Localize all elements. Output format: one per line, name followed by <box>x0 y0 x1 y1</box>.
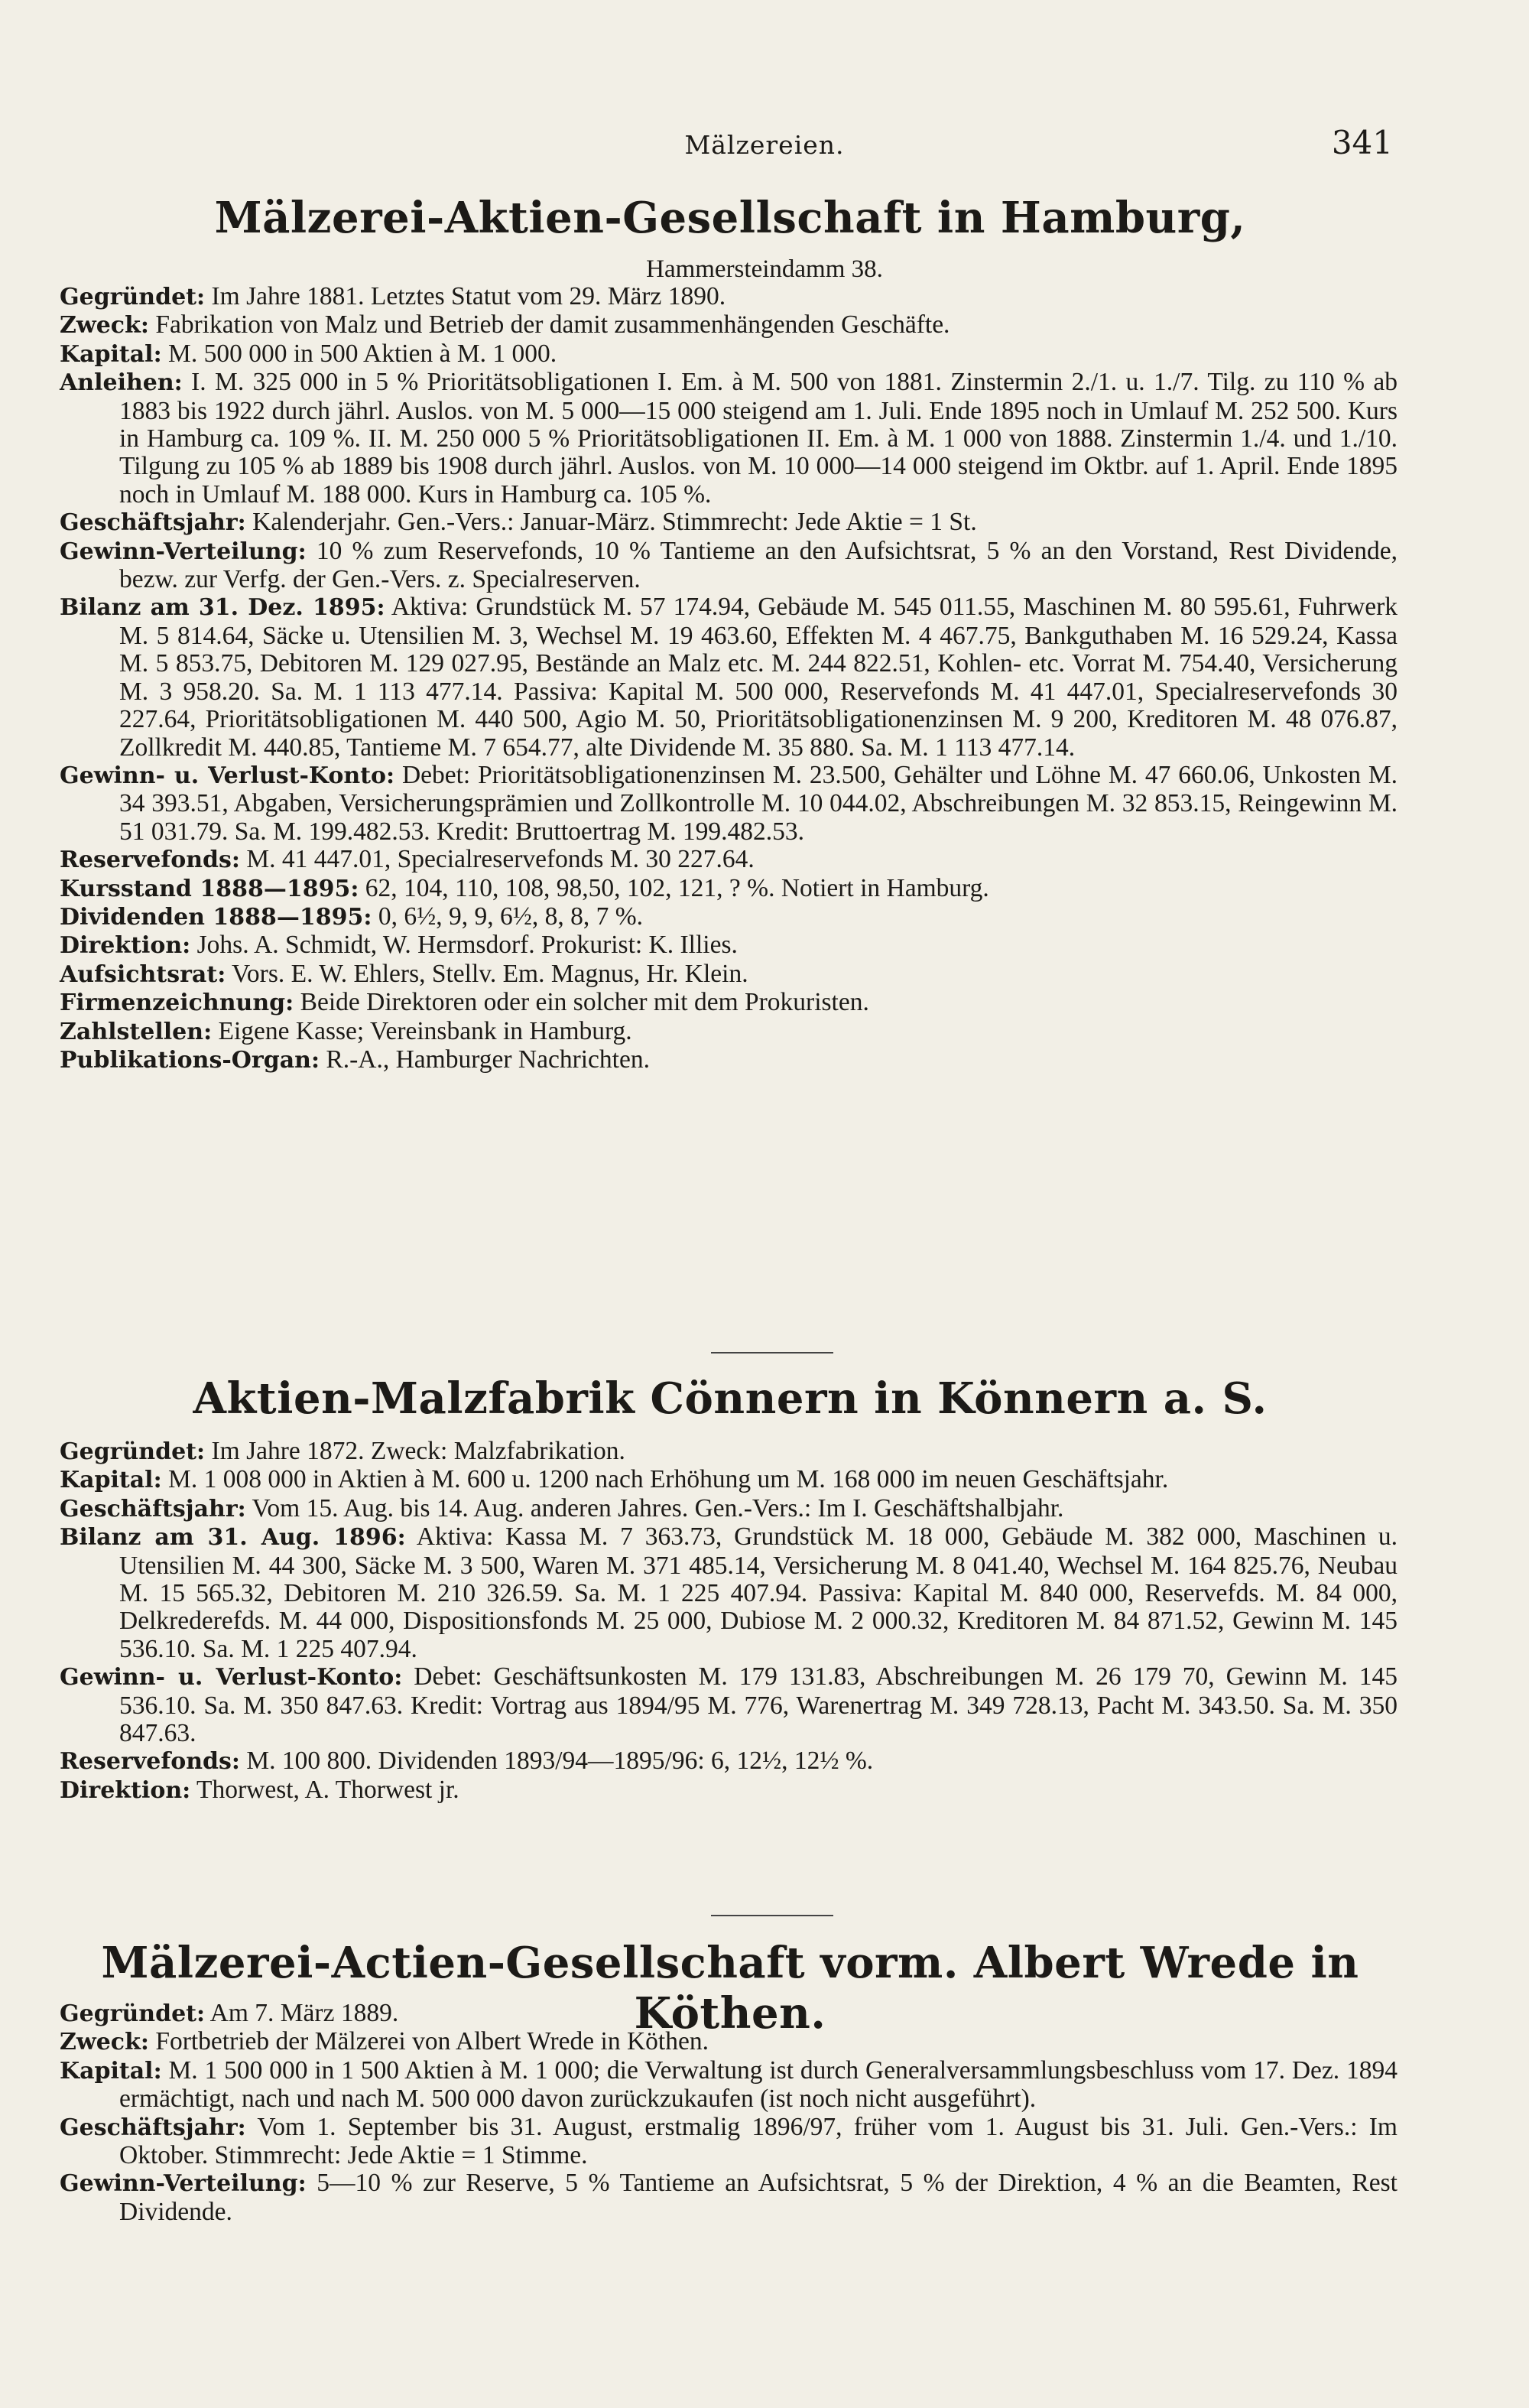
entry-label: Zahlstellen: <box>60 1018 213 1045</box>
entry-text: Debet: Geschäftsunkosten M. 179 131.83, Abschreibungen M. 26 179 70, Gewinn M. 145 536.10. Sa. M. 350 847.63. Kredit: Vortrag aus 1894/95 M. 776, Warenertrag M. 349 728.13, Pacht M. 343.50. Sa. M. 350 847.63. <box>119 1662 1398 1748</box>
entry-text: I. M. 325 000 in 5 % Prioritätsobligationen I. Em. à M. 500 von 1881. Zinstermin 2./1. u. 1./7. Tilg. zu 110 % ab 1883 bis 1922 durch jährl. Auslos. von M. 5 000—15 000 steigend am 1. Juli. Ende 1895 noch in Umlauf M. 252 500. Kurs in Hamburg ca. 109 %. II. M. 250 000 5 % Prioritätsobligationen II. Em. à M. 1 000 von 1888. Zinstermin 1./4. und 1./10. Tilgung zu 105 % ab 1889 bis 1908 durch jährl. Auslos. von M. 10 000—14 000 steigend im Oktbr. auf 1. April. Ende 1895 noch in Umlauf M. 188 000. Kurs in Hamburg ca. 105 %. <box>119 368 1398 509</box>
entry-label: Gegründet: <box>60 284 206 310</box>
entry <box>60 960 1398 989</box>
article-1-title: Mälzerei-Aktien-Gesellschaft in Hamburg, <box>214 193 1246 243</box>
entry-label: Gewinn-Verteilung: <box>60 2170 307 2198</box>
entry-text: Aktiva: Grundstück M. 57 174.94, Gebäude M. 545 011.55, Maschinen M. 80 595.61, Fuhrwerk M. 5 814.64, Säcke u. Utensilien M. 3, Wechsel M. 19 463.60, Effekten M. 4 467.75, Bankguthaben M. 16 529.24, Kassa M. 5 853.75, Debitoren M. 129 027.95, Bestände an Malz etc. M. 244 822.51, Kohlen- etc. Vorrat M. 754.40, Versicherung M. 3 958.20. Sa. M. 1 113 477.14. Passiva: Kapital M. 500 000, Reservefonds M. 41 447.01, Specialreservefonds 30 227.64, Prioritätsobligationen M. 440 500, Agio M. 50, Prioritätsobligationenzinsen M. 9 200, Kreditoren M. 48 076.87, Zollkredit M. 440.85, Tantieme M. 7 654.77, alte Dividende M. 35 880. Sa. M. 1 113 477.14. <box>119 593 1398 762</box>
article-3-title: Mälzerei-Actien-Gesellschaft vorm. Albert Wrede in Köthen. <box>101 1938 1359 2039</box>
entry-text: Vom 1. September bis 31. August, erstmalig 1896/97, früher vom 1. August bis 31. Juli. Gen.-Vers.: Im Oktober. Stimmrecht: Jede Aktie = 1 Stimme. <box>119 2112 1398 2170</box>
entry-text: M. 1 008 000 in Aktien à M. 600 u. 1200 nach Erhöhung um M. 168 000 im neuen Geschäftsjahr. <box>161 1465 1169 1494</box>
entry <box>60 538 1398 594</box>
entry-label: Geschäftsjahr: <box>60 509 246 537</box>
entry-text: 5—10 % zur Reserve, 5 % Tantieme an Aufsichtsrat, 5 % der Direktion, 4 % an die Beamten, Rest Dividende. <box>119 2169 1398 2226</box>
entry <box>60 369 1398 509</box>
entry <box>60 2114 1398 2170</box>
entry-label: Direktion: <box>60 1776 191 1804</box>
entry-text: 0, 6½, 9, 9, 6½, 8, 8, 7 %. <box>372 902 644 931</box>
entry-label: Dividenden 1888—1895: <box>60 903 372 931</box>
entry <box>60 1776 1398 1805</box>
entry <box>60 989 1398 1017</box>
entry-text: Im Jahre 1872. Zweck: Malzfabrikation. <box>205 1437 625 1465</box>
entry-text: Kalenderjahr. Gen.-Vers.: Januar-März. Stimmrecht: Jede Aktie = 1 St. <box>245 508 977 537</box>
entry <box>60 2000 1398 2028</box>
entry-label: Anleihen: <box>60 369 183 397</box>
entry <box>60 931 1398 960</box>
entry <box>60 1663 1398 1747</box>
entry <box>60 762 1398 846</box>
entry <box>60 1747 1398 1776</box>
entry <box>60 1523 1398 1663</box>
entry-text: Im Jahre 1881. Letztes Statut vom 29. März 1890. <box>205 282 726 310</box>
entry <box>60 283 1398 311</box>
entry-text: Eigene Kasse; Vereinsbank in Hamburg. <box>212 1016 632 1045</box>
entry <box>60 2057 1398 2114</box>
entry-label: Gegründet: <box>60 1438 206 1465</box>
entry <box>60 593 1398 761</box>
entry-text: Aktiva: Kassa M. 7 363.73, Grundstück M. 18 000, Gebäude M. 382 000, Maschinen u. Utensilien M. 44 300, Säcke M. 3 500, Waren M. 371 485.14, Versicherung M. 8 041.40, Wechsel M. 164 825.76, Neubau M. 15 565.32, Debitoren M. 210 326.59. Sa. M. 1 225 407.94. Passiva: Kapital M. 840 000, Reservefds. M. 84 000, Delkrederefds. M. 44 000, Dispositionsfonds M. 25 000, Dubiose M. 2 000.32, Kreditoren M. 84 871.52, Gewinn M. 145 536.10. Sa. M. 1 225 407.94. <box>119 1522 1398 1663</box>
entry <box>60 875 1398 903</box>
entry-label: Direktion: <box>60 932 191 960</box>
entry-text: Thorwest, A. Thorwest jr. <box>190 1775 459 1804</box>
entry-label: Kursstand 1888—1895: <box>60 875 359 902</box>
entry-text: M. 1 500 000 in 1 500 Aktien à M. 1 000; die Verwaltung ist durch Generalversammlungsbeschluss vom 17. Dez. 1894 ermächtigt, nach und nach M. 500 000 davon zurückzukaufen (ist noch nicht ausgeführt). <box>119 2055 1398 2114</box>
entry-text: M. 100 800. Dividenden 1893/94—1895/96: 6, 12½, 12½ %. <box>240 1747 874 1776</box>
entry-label: Firmenzeichnung: <box>60 990 294 1017</box>
section-divider <box>711 1352 833 1353</box>
entry-label: Reservefonds: <box>60 847 240 874</box>
entry-text: 62, 104, 110, 108, 98,50, 102, 121, ? %. Notiert in Hamburg. <box>359 873 989 902</box>
article-3-body <box>60 2000 1398 2226</box>
entry-text: M. 41 447.01, Specialreservefonds M. 30 227.64. <box>240 845 755 874</box>
entry-label: Kapital: <box>60 2057 162 2085</box>
entry-label: Geschäftsjahr: <box>60 2114 246 2141</box>
entry-label: Reservefonds: <box>60 1748 240 1776</box>
entry <box>60 340 1398 369</box>
entry-label: Gegründet: <box>60 2000 206 2027</box>
entry <box>60 2169 1398 2226</box>
entry <box>60 311 1398 340</box>
article-2-body <box>60 1438 1398 1805</box>
entry-text: Vors. E. W. Ehlers, Stellv. Em. Magnus, Hr. Klein. <box>226 959 748 988</box>
entry-text: 10 % zum Reservefonds, 10 % Tantieme an den Aufsichtsrat, 5 % an den Vorstand, Rest Dividende, bezw. zur Verfg. der Gen.-Vers. z. Specialreserven. <box>119 536 1398 594</box>
entry <box>60 1466 1398 1494</box>
entry <box>60 846 1398 874</box>
entry-text: Beide Direktoren oder ein solcher mit dem Prokuristen. <box>294 988 869 1017</box>
entry-label: Publikations-Organ: <box>60 1046 320 1074</box>
entry-text: Debet: Prioritätsobligationenzinsen M. 23.500, Gehälter und Löhne M. 47 660.06, Unkosten M. 34 393.51, Abgaben, Versicherungsprämien und Zollkontrolle M. 10 044.02, Abschreibungen M. 32 853.15, Reingewinn M. 51 031.79. Sa. M. 199.482.53. Kredit: Bruttoertrag M. 199.482.53. <box>119 760 1398 846</box>
entry-label: Aufsichtsrat: <box>60 960 226 988</box>
entry-label: Gewinn-Verteilung: <box>60 538 307 565</box>
entry-label: Zweck: <box>60 312 149 340</box>
section-divider <box>711 1915 833 1916</box>
entry <box>60 509 1398 537</box>
entry-label: Gewinn- u. Verlust-Konto: <box>60 1664 403 1691</box>
entry-label: Bilanz am 31. Dez. 1895: <box>60 594 385 622</box>
entry <box>60 903 1398 931</box>
entry-label: Zweck: <box>60 2029 149 2056</box>
page-number: 341 <box>1331 124 1393 161</box>
entry <box>60 1018 1398 1046</box>
running-head <box>0 124 1529 176</box>
entry-text: Am 7. März 1889. <box>205 1999 399 2027</box>
entry-text: Vom 15. Aug. bis 14. Aug. anderen Jahres. Gen.-Vers.: Im I. Geschäftshalbjahr. <box>245 1493 1064 1522</box>
entry <box>60 2028 1398 2056</box>
running-title: Mälzereien. <box>684 130 845 160</box>
entry-text: R.-A., Hamburger Nachrichten. <box>320 1045 650 1074</box>
entry <box>60 1438 1398 1466</box>
article-1-body <box>60 283 1398 1074</box>
entry-text: M. 500 000 in 500 Aktien à M. 1 000. <box>161 339 557 368</box>
entry-label: Kapital: <box>60 1467 162 1494</box>
entry-label: Gewinn- u. Verlust-Konto: <box>60 762 395 789</box>
entry-label: Kapital: <box>60 340 162 368</box>
entry <box>60 1495 1398 1523</box>
entry <box>60 1046 1398 1074</box>
entry-label: Bilanz am 31. Aug. 1896: <box>60 1524 406 1552</box>
article-1-address: Hammersteindamm 38. <box>646 255 883 283</box>
entry-text: Fortbetrieb der Mälzerei von Albert Wrede in Köthen. <box>148 2027 709 2056</box>
entry-label: Geschäftsjahr: <box>60 1495 246 1522</box>
entry-text: Johs. A. Schmidt, W. Hermsdorf. Prokurist: K. Illies. <box>190 931 738 960</box>
entry-text: Fabrikation von Malz und Betrieb der damit zusammenhängenden Geschäfte. <box>148 310 950 340</box>
article-2-title: Aktien-Malzfabrik Cönnern in Könnern a. S. <box>193 1373 1268 1424</box>
